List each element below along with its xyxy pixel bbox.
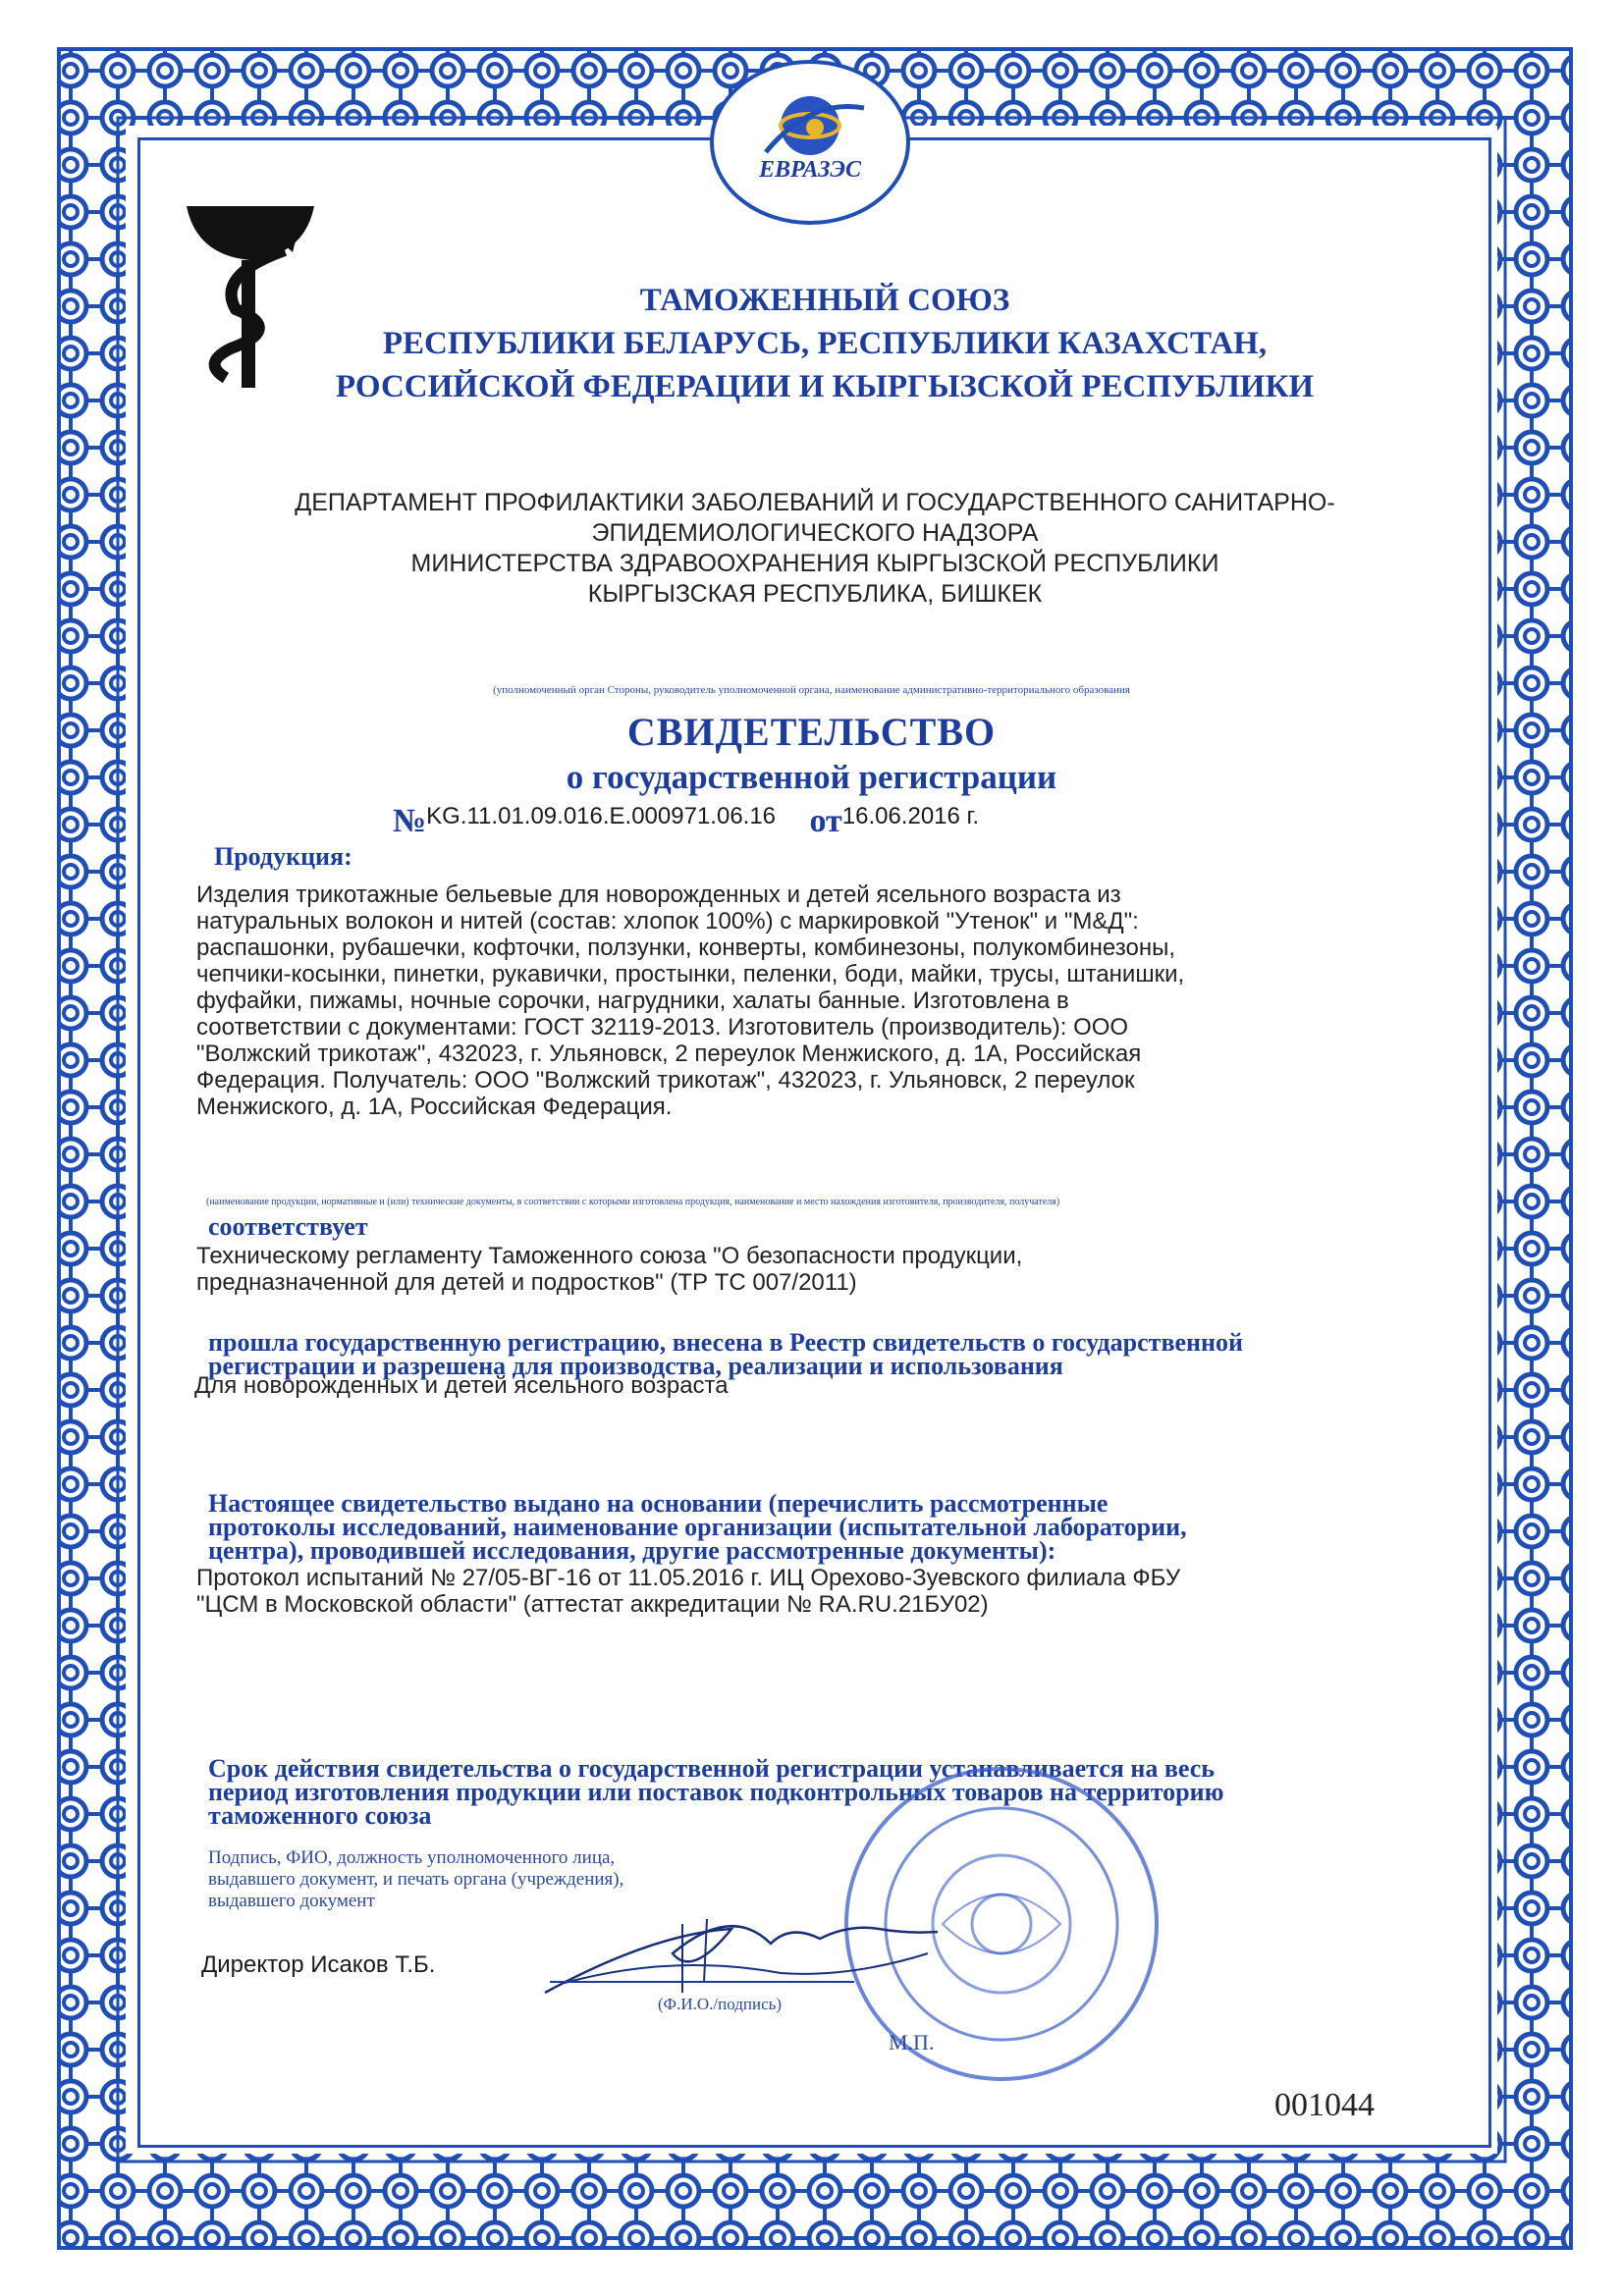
number-label: №: [393, 803, 427, 839]
conformity-label: соответствует: [208, 1212, 368, 1241]
department-block: [177, 488, 1453, 610]
validity-line-3: таможенного союза: [208, 1801, 432, 1830]
product-line: фуфайки, пижамы, ночные сорочки, нагрудники, халаты банные. Изготовлена в: [196, 988, 1069, 1014]
product-line: Изделия трикотажные бельевые для новорожденных и детей ясельного возраста из: [196, 881, 1121, 908]
protocol-line-1: Протокол испытаний № 27/05-ВГ-16 от 11.05.2016 г. ИЦ Орехово-Зуевского филиала ФБУ: [196, 1565, 1181, 1591]
inner-frame: [137, 137, 1491, 2148]
product-line: Федерация. Получатель: ООО "Волжский трикотаж", 432023, г. Ульяновск, 2 переулок: [196, 1067, 1135, 1094]
department-line-4: КЫРГЫЗСКАЯ РЕСПУБЛИКА, БИШКЕК: [587, 580, 1043, 608]
conformity-line-1: Техническому регламенту Таможенного союза "О безопасности продукции,: [196, 1243, 1023, 1269]
certificate-number-row: [393, 803, 979, 840]
department-line-2: ЭПИДЕМИОЛОГИЧЕСКОГО НАДЗОРА: [591, 519, 1039, 547]
certificate-number: KG.11.01.09.016.E.000971.06.16: [426, 803, 777, 829]
serial-number: 001044: [1274, 2087, 1375, 2123]
certificate-subtitle: о государственной регистрации: [566, 758, 1057, 796]
registration-line-2: регистрации и разрешена для производства, реализации и использования: [208, 1352, 1063, 1380]
product-line: натуральных волокон и нитей (состав: хлопок 100%) с маркировкой "Утенок" и "М&Д":: [196, 908, 1139, 934]
department-line-1: ДЕПАРТАМЕНТ ПРОФИЛАКТИКИ ЗАБОЛЕВАНИЙ И ГОСУДАРСТВЕННОГО САНИТАРНО-: [295, 489, 1335, 516]
product-caption: (наименование продукции, нормативные и (или) технические документы, в соответствии с которыми изготовлена продукция, наименование и место нахождения изготовителя, производителя, получателя): [206, 1197, 1060, 1207]
header-line-3: РОССИЙСКОЙ ФЕДЕРАЦИИ И КЫРГЫЗСКОЙ РЕСПУБЛИКИ: [335, 369, 1315, 404]
protocol-line-2: "ЦСМ в Московской области" (аттестат аккредитации № RA.RU.21БУ02): [196, 1591, 989, 1618]
eurasec-globe-icon: [707, 59, 913, 226]
registration-scope: Для новорожденных и детей ясельного возраста: [194, 1372, 729, 1399]
signature-scribble: [535, 1885, 947, 2012]
customs-union-header: [216, 279, 1434, 408]
product-description: [196, 881, 1424, 1120]
registration-statement: [208, 1328, 1445, 1380]
product-label: Продукция:: [214, 842, 352, 871]
signature-caption-line-2: выдавшего документ, и печать органа (учреждения),: [208, 1869, 624, 1890]
certificate-date: 16.06.2016 г.: [841, 803, 980, 829]
header-line-1: ТАМОЖЕННЫЙ СОЮЗ: [639, 283, 1010, 318]
signer-name: Директор Исаков Т.Б.: [201, 1951, 436, 1978]
stamp-placeholder-mp: М.П.: [889, 2030, 935, 2055]
certificate-title: СВИДЕТЕЛЬСТВО: [626, 710, 997, 754]
department-line-3: МИНИСТЕРСТВА ЗДРАВООХРАНЕНИЯ КЫРГЫЗСКОЙ РЕСПУБЛИКИ: [410, 550, 1219, 577]
product-line: соответствии с документами: ГОСТ 32119-2013. Изготовитель (производитель): ООО: [196, 1014, 1129, 1041]
basis-line-3: центра), проводившей исследования, другие рассмотренные документы):: [208, 1536, 1056, 1565]
signature-line: [550, 1981, 854, 1983]
header-line-2: РЕСПУБЛИКИ БЕЛАРУСЬ, РЕСПУБЛИКИ КАЗАХСТАН,: [382, 326, 1268, 361]
product-line: чепчики-косынки, пинетки, рукавички, простынки, пеленки, боди, майки, трусы, штанишки,: [196, 961, 1185, 988]
basis-line-1: Настоящее свидетельство выдано на основании (перечислить рассмотренные: [208, 1489, 1109, 1518]
logo-text: ЕВРАЗЭС: [758, 157, 862, 183]
fio-caption: (Ф.И.О./подпись): [658, 1995, 783, 2013]
date-label: от: [809, 803, 842, 839]
signature-caption-line-3: выдавшего документ: [208, 1891, 375, 1911]
basis-statement: [208, 1489, 1445, 1565]
basis-line-2: протоколы исследований, наименование организации (испытательной лаборатории,: [208, 1513, 1187, 1541]
department-caption: (уполномоченный орган Стороны, руководитель уполномоченной органа, наименование административно-территориального образования: [493, 684, 1130, 696]
validity-line-2: период изготовления продукции или поставок подконтрольных товаров на территорию: [208, 1778, 1224, 1806]
signature-caption-line-1: Подпись, ФИО, должность уполномоченного лица,: [208, 1847, 616, 1868]
product-line: Менжиского, д. 1А, Российская Федерация.: [196, 1094, 673, 1120]
conformity-text: [196, 1243, 1424, 1296]
product-line: распашонки, рубашечки, кофточки, ползунки, конверты, комбинезоны, полукомбинезоны,: [196, 934, 1175, 961]
registration-line-1: прошла государственную регистрацию, внесена в Реестр свидетельств о государственной: [208, 1328, 1243, 1357]
conformity-line-2: предназначенной для детей и подростков" (ТР ТС 007/2011): [196, 1269, 857, 1296]
product-line: "Волжский трикотаж", 432023, г. Ульяновск, 2 переулок Менжиского, д. 1А, Российская: [196, 1041, 1142, 1067]
basis-protocols: [196, 1565, 1434, 1618]
validity-statement: [208, 1754, 1445, 1830]
validity-line-1: Срок действия свидетельства о государственной регистрации устанавливается на весь: [208, 1754, 1216, 1783]
